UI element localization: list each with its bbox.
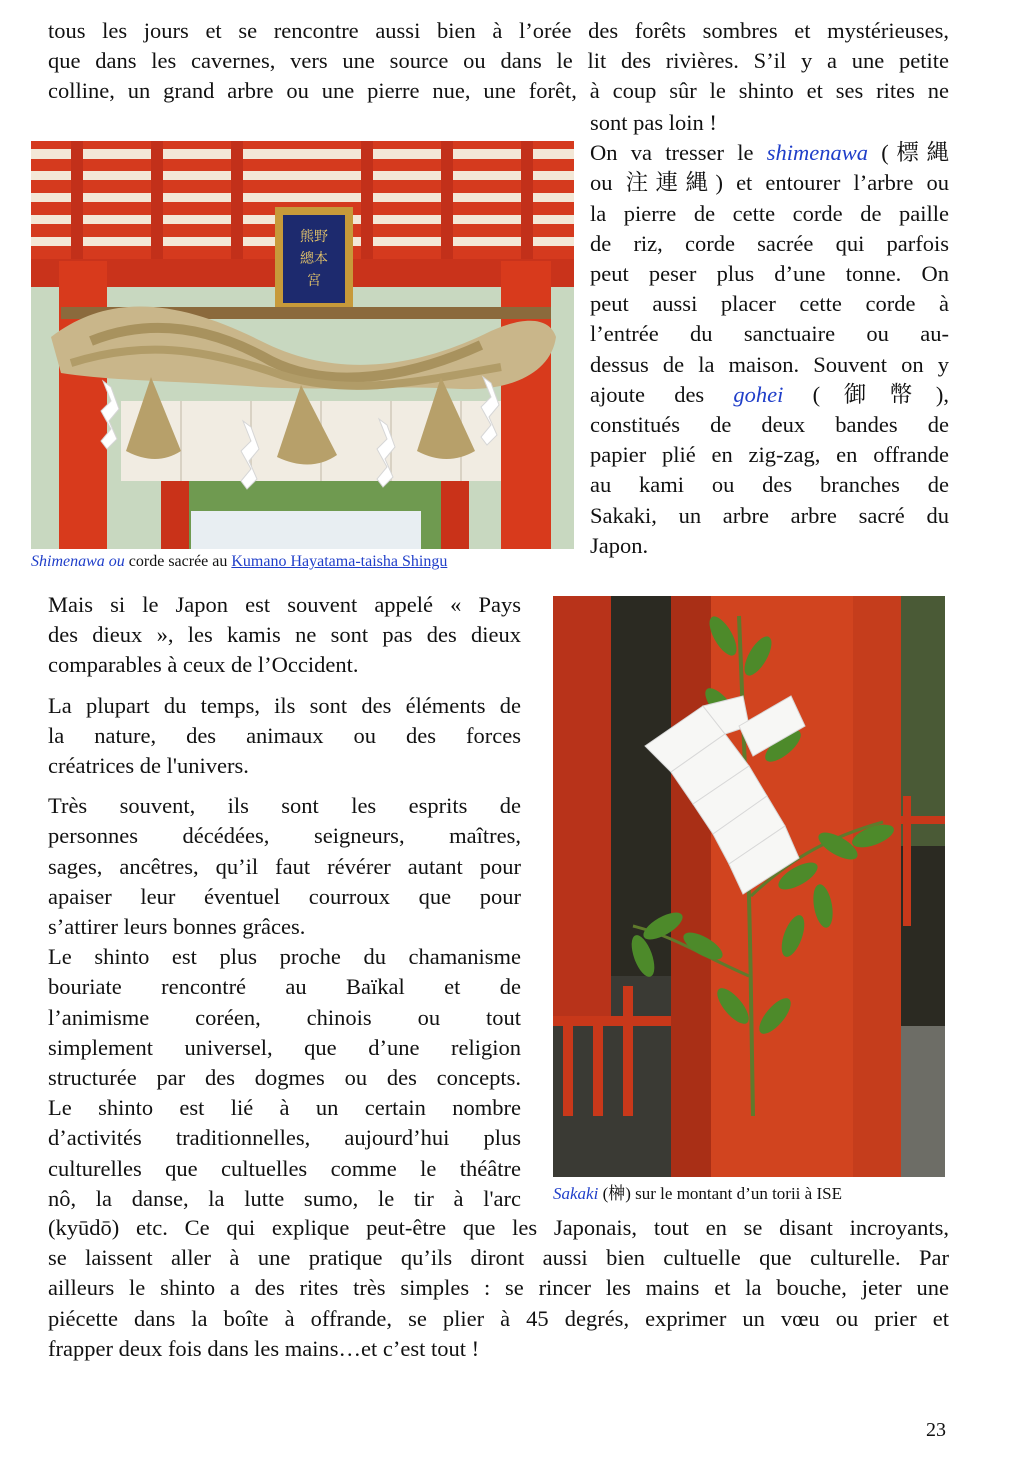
text-line: la pierre de cette corde de paille xyxy=(590,200,949,226)
caption-italic: Shimenawa ou xyxy=(31,553,125,570)
caption-text: corde sacrée au xyxy=(124,553,232,570)
text-line: Le shinto est plus proche du chamanisme xyxy=(48,944,521,970)
text-line: La plupart du temps, ils sont des éléments de xyxy=(48,692,521,718)
paragraph-1 xyxy=(48,590,521,681)
text-line: colline, un grand arbre ou une pierre nue, une forêt, à coup sûr le shinto et ses rites ne xyxy=(48,78,949,104)
text-line: ou 注連縄) et entourer l’arbre ou xyxy=(590,170,949,196)
text-line: de riz, corde sacrée qui parfois xyxy=(590,230,949,256)
text-line: s’attirer leurs bonnes grâces. xyxy=(48,914,306,940)
text-line: simplement universel, que d’une religion xyxy=(48,1034,521,1060)
text-line: bouriate rencontré au Baïkal et de xyxy=(48,974,521,1000)
text-line: personnes décédées, seigneurs, maîtres, xyxy=(48,823,521,849)
text-line: peut aussi placer cette corde à xyxy=(590,291,949,317)
left-column-text xyxy=(48,590,521,1214)
text-line: Le shinto est lié à un certain nombre xyxy=(48,1095,521,1121)
page-number: 23 xyxy=(926,1419,946,1441)
text-line: se laissent aller à une pratique qu’ils diront aussi bien cultuelle que culturelle. Par xyxy=(48,1245,949,1271)
shimenawa-term: shimenawa xyxy=(766,140,868,166)
text-fragment: On va tresser le xyxy=(590,140,767,166)
text-line: Sakaki, un arbre arbre sacré du xyxy=(590,502,949,528)
text-line: structurée par des dogmes ou des concepts. xyxy=(48,1065,521,1091)
text-line: des dieux », les kamis ne sont pas des dieux xyxy=(48,622,521,648)
text-line-shimenawa xyxy=(590,138,949,168)
plaque-text-3: 宮 xyxy=(307,273,321,289)
text-line: Très souvent, ils sont les esprits de xyxy=(48,793,521,819)
text-line: apaiser leur éventuel courroux que pour xyxy=(48,883,521,909)
text-line: (kyūdō) etc. Ce qui explique peut-être que les Japonais, tout en se disant incroyants, xyxy=(48,1215,949,1240)
text-line: culturelles que cultuelles comme le théâtre xyxy=(48,1155,521,1181)
sakaki-illustration xyxy=(553,596,945,1177)
text-line: d’activités traditionnelles, aujourd’hui plus xyxy=(48,1125,521,1151)
caption-italic: Sakaki xyxy=(553,1184,599,1203)
text-line: Japon. xyxy=(590,532,649,558)
text-fragment: ajoute des xyxy=(590,381,734,407)
text-fragment: (標縄 xyxy=(867,140,949,166)
text-line: frapper deux fois dans les mains…et c’est tout ! xyxy=(48,1335,480,1361)
plaque-text-1: 熊野 xyxy=(300,229,328,245)
plaque-text-2: 總本 xyxy=(300,251,328,267)
text-line: la nature, des animaux ou des forces xyxy=(48,722,521,748)
text-line: constitués de deux bandes de xyxy=(590,412,949,438)
top-paragraph xyxy=(48,16,949,107)
text-line: comparables à ceux de l’Occident. xyxy=(48,652,359,678)
text-line: nô, la danse, la lutte sumo, le tir à l'arc xyxy=(48,1185,521,1211)
bottom-paragraph xyxy=(48,1213,949,1364)
photo1-caption xyxy=(31,552,447,572)
caption-text: (榊) sur le montant d’un torii à ISE xyxy=(598,1184,842,1203)
text-line: l’entrée du sanctuaire ou au- xyxy=(590,321,949,347)
text-line-gohei xyxy=(590,380,949,410)
text-line: peut peser plus d’une tonne. On xyxy=(590,261,949,287)
paragraph-2 xyxy=(48,691,521,782)
text-fragment: (御幣), xyxy=(783,381,949,407)
text-line: créatrices de l'univers. xyxy=(48,753,249,779)
text-line: sont pas loin ! xyxy=(590,110,717,135)
text-line: piécette dans la boîte à offrande, se plier à 45 degrés, exprimer un vœu ou prier et xyxy=(48,1305,949,1331)
paragraph-3 xyxy=(48,791,521,1214)
text-line: que dans les cavernes, vers une source ou dans le lit des rivières. S’il y a une petite xyxy=(48,48,949,74)
kumano-link[interactable]: Kumano Hayatama-taisha Shingu xyxy=(231,553,448,570)
text-line: au kami ou des branches de xyxy=(590,472,949,498)
shimenawa-photo xyxy=(31,141,574,549)
text-line: Mais si le Japon est souvent appelé « Pays xyxy=(48,592,521,617)
shimenawa-illustration xyxy=(31,141,574,549)
text-line: tous les jours et se rencontre aussi bien à l’orée des forêts sombres et mystérieuses, xyxy=(48,18,949,43)
sakaki-photo xyxy=(553,596,945,1177)
text-line: dessus de la maison. Souvent on y xyxy=(590,351,949,377)
gohei-term: gohei xyxy=(733,381,784,407)
photo2-caption xyxy=(553,1184,842,1204)
text-line: ailleurs le shinto a des rites très simples : se rincer les mains et la bouche, jeter une xyxy=(48,1275,949,1301)
text-line: l’animisme coréen, chinois ou tout xyxy=(48,1004,521,1030)
text-line: papier plié en zig-zag, en offrande xyxy=(590,442,949,468)
text-line: sages, ancêtres, qu’il faut révérer autant pour xyxy=(48,853,521,879)
right-column-text xyxy=(590,108,949,561)
